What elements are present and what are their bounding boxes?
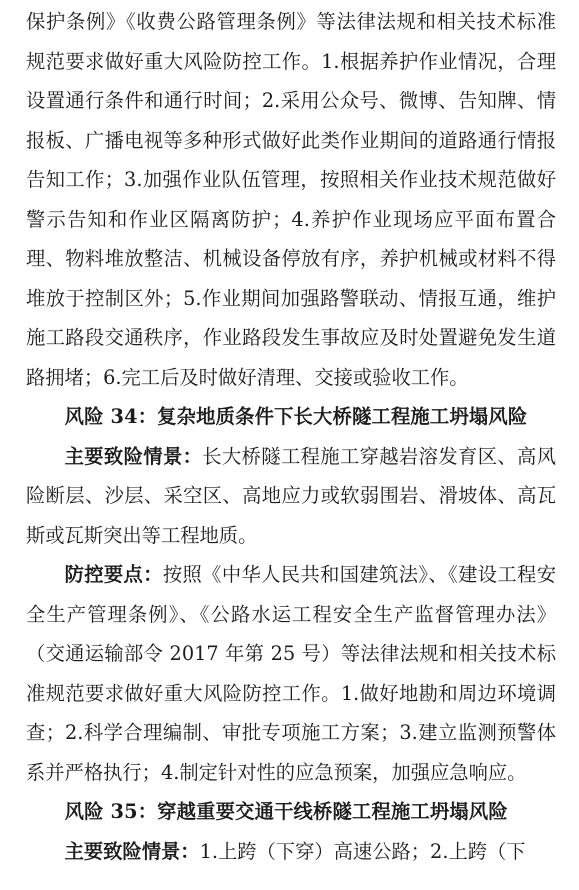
paragraph-risk-34-scenario xyxy=(26,437,556,556)
heading-risk-35: 风险 35：穿越重要交通干线桥隧工程施工坍塌风险 xyxy=(64,800,508,823)
text-risk-35-scenario: 1.上跨（下穿）高速公路；2.上跨（下 xyxy=(199,839,526,863)
text-risk-34-scenario: 长大桥隧工程施工穿越岩溶发育区、高风险断层、沙层、采空区、高地应力或软弱围岩、滑坡体、高瓦斯或瓦斯突出等工程地质。 xyxy=(26,444,556,547)
document-page xyxy=(26,2,556,871)
paragraph-risk-35-scenario xyxy=(26,832,556,872)
heading-risk-34: 风险 34：复杂地质条件下长大桥隧工程施工坍塌风险 xyxy=(64,405,528,428)
paragraph-prevention-measures-continued: 保护条例》《收费公路管理条例》等法律法规和相关技术标准规范要求做好重大风险防控工作。1.根据养护作业情况，合理设置通行条件和通行时间；2.采用公众号、微博、告知牌、情报板、广播电视等多种形式做好此类作业期间的道路通行情报告知工作；3.加强作业队伍管理，按照相关作业技术规范做好警示告知和作业区隔离防护；4.养护作业现场应平面布置合理、物料堆放整洁、机械设备停放有序，养护机械或材料不得堆放于控制区外；5.作业期间加强路警联动、情报互通，维护施工路段交通秩序，作业路段发生事故应及时处置避免发生道路拥堵；6.完工后及时做好清理、交接或验收工作。 xyxy=(26,10,556,389)
label-prevention-points: 防控要点： xyxy=(64,563,163,586)
label-main-risk-scenario-35: 主要致险情景： xyxy=(64,839,200,863)
text-risk-34-prevention: 按照《中华人民共和国建筑法》、《建设工程安全生产管理条例》、《公路水运工程安全生产监督管理办法》（交通运输部令 2017 年第 25 号）等法律法规和相关技术标准规范要求做好重大风险防控工作。1.做好地勘和周边环境调查；2.科学合理编制、审批专项施工方案；3.建立监测预警体系并严格执行；4.制定针对性的应急预案，加强应急响应。 xyxy=(26,563,556,784)
paragraph-risk-34-prevention xyxy=(26,555,556,792)
label-main-risk-scenario: 主要致险情景： xyxy=(64,444,203,468)
